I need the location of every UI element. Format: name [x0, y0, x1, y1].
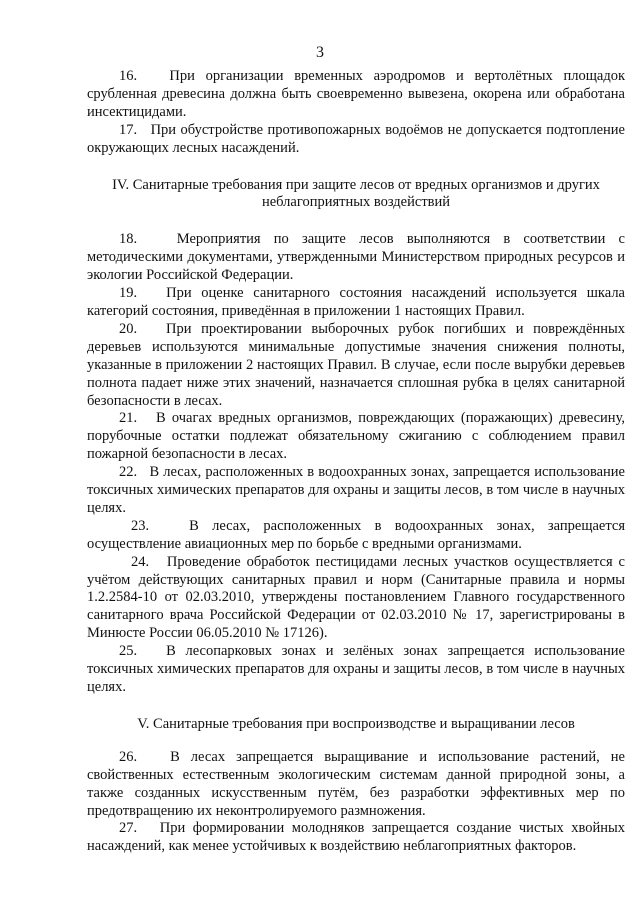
section-spacer — [87, 697, 625, 716]
paragraph-item: 27. При формировании молодняков запрещается создание чистых хвойных насаждений, как менее устойчивых к воздействию неблагоприятных факторов. — [87, 820, 629, 855]
section-spacer — [87, 158, 625, 177]
paragraph-item: 26. В лесах запрещается выращивание и использование растений, не свойственных естественным экологическим системам данной природной зоны, а также созданных искусственным путём, без разработки эффективных мер по предотвращению их неконтролируемого размножения. — [87, 748, 629, 819]
document-body — [87, 68, 629, 856]
paragraph-item: 25. В лесопарковых зонах и зелёных зонах запрещается использование токсичных химических препаратов для охраны и защиты лесов, в том числе в научных целях. — [87, 643, 629, 695]
paragraph-item: 22. В лесах, расположенных в водоохранных зонах, запрещается использование токсичных химических препаратов для охраны и защиты лесов, в том числе в научных целях. — [87, 464, 629, 516]
page-number: 3 — [316, 44, 324, 61]
paragraph-item: 18. Мероприятия по защите лесов выполняются в соответствии с методическими документами, утвержденными Министерством природных ресурсов и экологии Российской Федерации. — [87, 231, 629, 284]
section-heading: V. Санитарные требования при воспроизводстве и выращивании лесов — [137, 715, 575, 732]
paragraph-item: 17. При обустройстве противопожарных водоёмов не допускается подтопление окружающих лесных насаждений. — [87, 121, 629, 156]
paragraph-item: 16. При организации временных аэродромов и вертолётных площадок срубленная древесина должна быть своевременно вывезена, окорена или обработана инсектицидами. — [87, 68, 629, 120]
section-heading: IV. Санитарные требования при защите лесов от вредных организмов и других неблагоприятных воздействий — [112, 176, 600, 211]
section-spacer — [87, 734, 625, 749]
section-spacer — [87, 212, 625, 231]
paragraph-item: 21. В очагах вредных организмов, повреждающих (поражающих) древесину, порубочные остатки подлежат обязательному сжиганию с соблюдением правил пожарной безопасности в лесах. — [87, 410, 629, 463]
paragraph-item: 24. Проведение обработок пестицидами лесных участков осуществляется с учётом действующих санитарных правил и норм (Санитарные правила и нормы 1.2.2584-10 от 02.03.2010, утверждены постановлением Главного государственного санитарного врача Российской Федерации от 02.03.2010 № 17, зарегистрированы в Минюсте России 06.05.2010 № 17126). — [87, 553, 629, 642]
paragraph-item: 23. В лесах, расположенных в водоохранных зонах, запрещается осуществление авиационных мер по борьбе с вредными организмами. — [87, 517, 629, 552]
paragraph-item: 19. При оценке санитарного состояния насаждений используется шкала категорий состояния, приведённая в приложении 1 настоящих Правил. — [87, 285, 629, 319]
paragraph-item: 20. При проектировании выборочных рубок погибших и повреждённых деревьев используются минимальные допустимые значения снижения полноты, указанные в приложении 2 настоящих Правил. В случае, если после вырубки деревьев полнота падает ниже этих значений, назначается сплошная рубка в целях санитарной безопасности в лесах. — [87, 320, 629, 409]
